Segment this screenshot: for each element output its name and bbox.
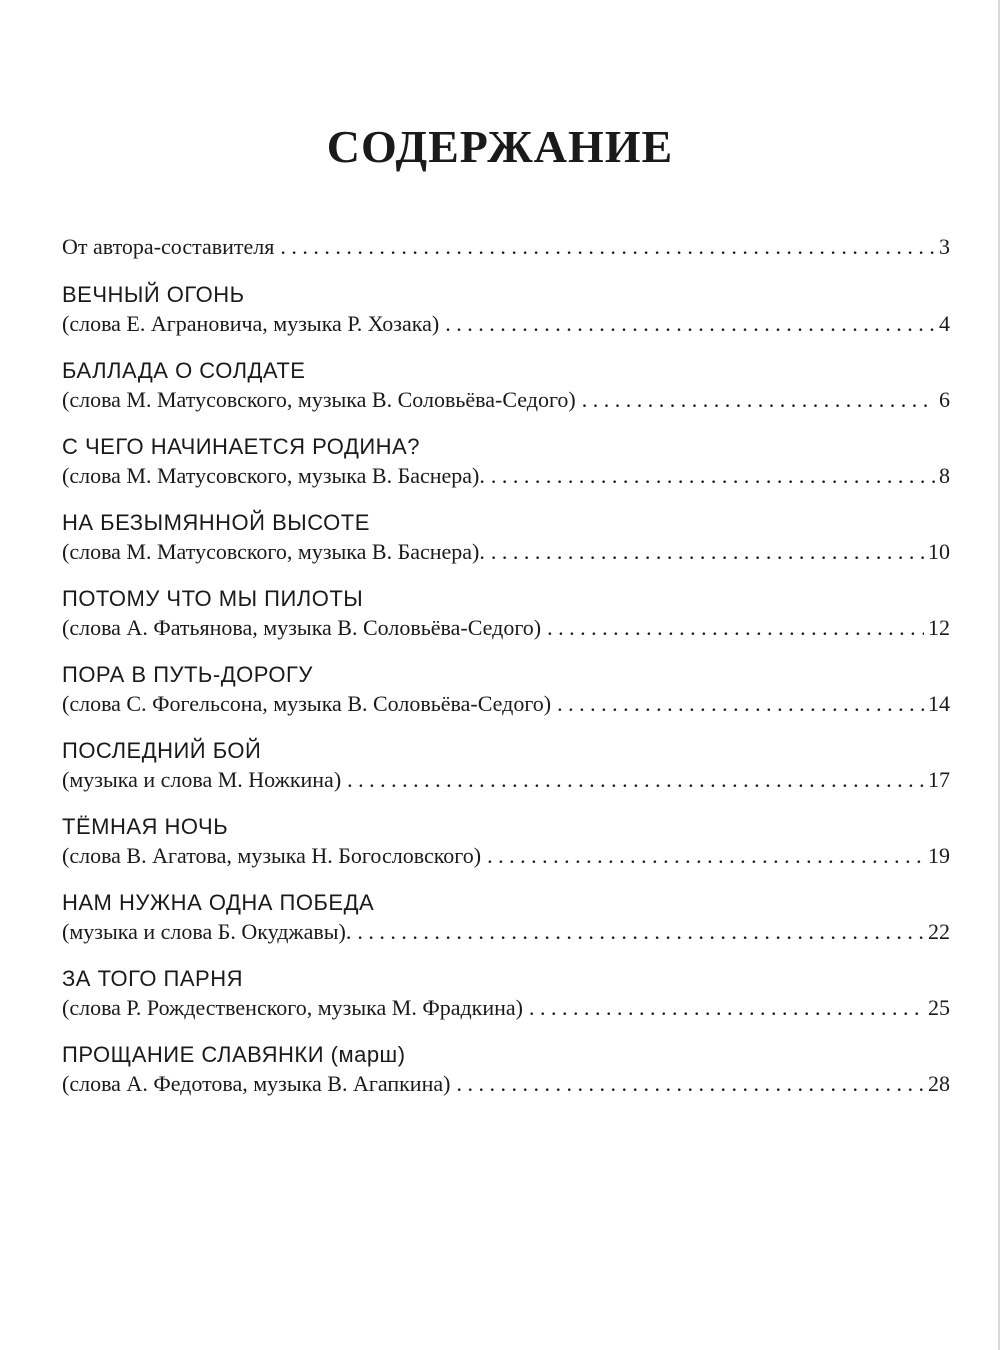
toc-entry[interactable] (62, 964, 950, 1022)
song-credits: (слова С. Фогельсона, музыка В. Соловьёва-Седого) (62, 691, 552, 716)
page-number: 12 (928, 615, 950, 640)
toc-line (62, 385, 950, 414)
dot-leader (347, 765, 924, 794)
song-credits: (слова М. Матусовского, музыка В. Баснера). (62, 463, 485, 488)
toc-entry[interactable] (62, 812, 950, 870)
page-title: СОДЕРЖАНИЕ (326, 120, 674, 172)
toc-entry[interactable] (62, 736, 950, 794)
toc-entry-intro[interactable] (62, 232, 950, 261)
song-title: ПОТОМУ ЧТО МЫ ПИЛОТЫ (62, 586, 364, 611)
toc-line (62, 461, 950, 490)
toc-line (62, 613, 950, 642)
song-credits: (слова М. Матусовского, музыка В. Соловьёва-Седого) (62, 387, 576, 412)
page-number: 10 (928, 539, 950, 564)
toc-line (62, 917, 950, 946)
table-of-contents (62, 232, 950, 1116)
page-number: 4 (939, 311, 950, 336)
toc-entry[interactable] (62, 584, 950, 642)
toc-line (62, 765, 950, 794)
toc-entry[interactable] (62, 660, 950, 718)
dot-leader (582, 385, 935, 414)
song-credits: (слова Р. Рождественского, музыка М. Фрадкина) (62, 995, 523, 1020)
toc-line (62, 309, 950, 338)
toc-line (62, 537, 950, 566)
page-number: 14 (928, 691, 950, 716)
toc-entry[interactable] (62, 1040, 950, 1098)
song-credits: (слова А. Фатьянова, музыка В. Соловьёва-Седого) (62, 615, 542, 640)
dot-leader (357, 917, 924, 946)
toc-entry[interactable] (62, 356, 950, 414)
page-number: 19 (928, 843, 950, 868)
toc-entry[interactable] (62, 432, 950, 490)
song-title: ТЁМНАЯ НОЧЬ (62, 814, 229, 839)
dot-leader (445, 309, 935, 338)
song-title: БАЛЛАДА О СОЛДАТЕ (62, 358, 306, 383)
page-number: 6 (939, 387, 950, 412)
toc-line (62, 689, 950, 718)
song-title: ВЕЧНЫЙ ОГОНЬ (62, 282, 245, 307)
dot-leader (491, 461, 935, 490)
page-number: 22 (928, 919, 950, 944)
page-number: 8 (939, 463, 950, 488)
page-number: 28 (928, 1071, 950, 1096)
dot-leader (491, 537, 924, 566)
song-title: ПОСЛЕДНИЙ БОЙ (62, 738, 262, 763)
song-title: НАМ НУЖНА ОДНА ПОБЕДА (62, 890, 375, 915)
toc-line (62, 232, 950, 261)
page-number: 25 (928, 995, 950, 1020)
dot-leader (557, 689, 924, 718)
toc-entry[interactable] (62, 508, 950, 566)
song-title: ЗА ТОГО ПАРНЯ (62, 966, 243, 991)
toc-line (62, 1069, 950, 1098)
toc-entry[interactable] (62, 280, 950, 338)
dot-leader (487, 841, 924, 870)
page-number: 17 (928, 767, 950, 792)
song-title: С ЧЕГО НАЧИНАЕТСЯ РОДИНА? (62, 434, 420, 459)
song-credits: (слова А. Федотова, музыка В. Агапкина) (62, 1071, 451, 1096)
song-credits: (музыка и слова Б. Окуджавы). (62, 919, 352, 944)
song-title: НА БЕЗЫМЯННОЙ ВЫСОТЕ (62, 510, 370, 535)
dot-leader (529, 993, 924, 1022)
dot-leader (547, 613, 924, 642)
song-credits: (слова Е. Аграновича, музыка Р. Хозака) (62, 311, 440, 336)
song-title: ПРОЩАНИЕ СЛАВЯНКИ (марш) (62, 1042, 406, 1067)
toc-entry[interactable] (62, 888, 950, 946)
song-credits: (слова М. Матусовского, музыка В. Баснера). (62, 539, 485, 564)
page-number: 3 (939, 234, 950, 259)
dot-leader (456, 1069, 924, 1098)
toc-line (62, 993, 950, 1022)
song-credits: (слова В. Агатова, музыка Н. Богословского) (62, 843, 482, 868)
toc-line (62, 841, 950, 870)
song-credits: (музыка и слова М. Ножкина) (62, 767, 342, 792)
dot-leader (280, 232, 935, 261)
toc-entry-text: От автора-составителя (62, 234, 275, 259)
song-title: ПОРА В ПУТЬ-ДОРОГУ (62, 662, 313, 687)
